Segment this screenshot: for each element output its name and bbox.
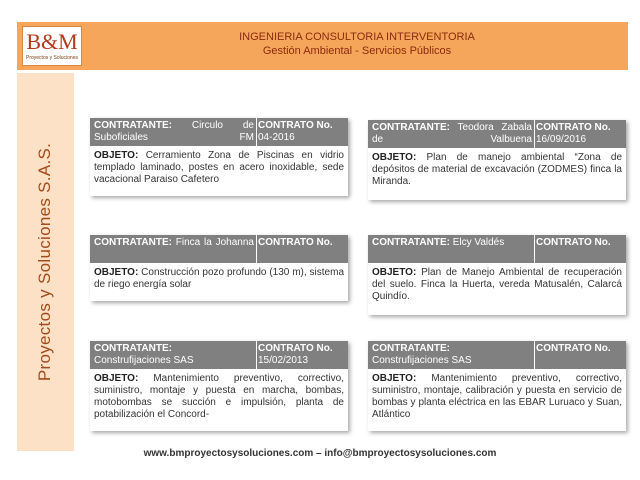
objeto-text [372,267,622,303]
contract-card-5 [90,341,348,431]
contratante-cell [372,237,532,249]
card-header [90,341,348,369]
contratante-cell [94,343,254,367]
contract-card-4 [368,235,626,315]
header-divider [256,235,257,263]
contratante-label: CONTRATANTE: [372,122,450,133]
contract-card-6 [368,341,626,431]
objeto-value: Mantenimiento preventivo, correctivo, suministro, montaje, calibración y puesta en servicio de bombas y planta eléctrica en las EBAR Luruaco y Suan, Atlántico [372,373,622,420]
contrato-label: CONTRATO No. [536,237,611,248]
contrato-cell [258,343,346,367]
header-subtitle: Gestión Ambiental - Servicios Públicos [262,45,452,57]
contratante-label: CONTRATANTE: [94,120,172,131]
contract-card-3 [90,235,348,301]
contratante-label: CONTRATANTE: [372,343,450,354]
objeto-value: Construcción pozo profundo (130 m), sistema de riego energía solar [94,267,344,290]
header-divider [256,341,257,369]
contratante-value: Construfijaciones SAS [372,355,472,366]
contract-card-1 [90,118,348,196]
objeto-value: Mantenimiento preventivo, correctivo, suministro, montaje y puesta en marcha, bombas, motobombas se succión e impulsión, planta de potabilización el Concord- [94,373,344,420]
contratante-label: CONTRATANTE: [372,237,450,248]
contrato-label: CONTRATO No. [258,120,333,131]
contratante-value: Construfijaciones SAS [94,355,194,366]
contratante-value: Circulo de Suboficiales FM [94,120,254,143]
objeto-text [94,267,344,291]
header-divider [534,120,535,148]
contrato-value: 16/09/2016 [536,134,587,145]
contratante-cell [372,122,532,146]
contrato-cell [536,122,624,146]
card-header [90,118,348,146]
contratante-cell [372,343,532,367]
sidebar-band [17,73,74,451]
objeto-label: OBJETO: [94,373,139,384]
contratante-cell [94,237,254,249]
objeto-text [94,373,344,421]
contrato-label: CONTRATO No. [258,343,333,354]
logo-subtext: Proyectos y Soluciones [26,55,78,61]
card-header [368,235,626,263]
contrato-value: 15/02/2013 [258,355,309,366]
contract-card-2 [368,120,626,200]
header-divider [256,118,257,146]
contrato-value: 04-2016 [258,132,295,143]
company-logo [22,26,82,66]
contrato-cell [536,343,624,355]
objeto-label: OBJETO: [372,267,417,278]
objeto-text [94,150,344,186]
objeto-label: OBJETO: [372,373,417,384]
contratante-value: Finca la Johanna [175,237,254,248]
contratante-cell [94,120,254,144]
card-header [368,120,626,148]
sidebar-company-name: Proyectos y Soluciones S.A.S. [35,142,55,382]
header-title: INGENIERIA CONSULTORIA INTERVENTORIA [239,31,475,43]
contratante-label: CONTRATANTE: [94,343,172,354]
contrato-cell [536,237,624,249]
contrato-label: CONTRATO No. [536,122,611,133]
objeto-label: OBJETO: [372,152,417,163]
header-divider [534,235,535,263]
contrato-label: CONTRATO No. [258,237,333,248]
contratante-value: Elcy Valdés [452,237,505,248]
objeto-value: Cerramiento Zona de Piscinas en vidrio templado laminado, postes en acero inoxidable, sede vacacional Paraiso Cafetero [94,150,344,185]
header-banner [17,22,628,70]
contratante-value: Teodora Zabala de Valbuena [372,122,532,145]
objeto-label: OBJETO: [94,150,139,161]
contrato-cell [258,120,346,144]
contratante-label: CONTRATANTE: [94,237,172,248]
objeto-value: Plan de Manejo Ambiental de recuperación del suelo. Finca la Huerta, vereda Matusalén, Calarcá Quindío. [372,267,622,302]
objeto-label: OBJETO: [94,267,139,278]
contrato-cell [258,237,346,249]
card-header [368,341,626,369]
footer-contact[interactable]: www.bmproyectosysoluciones.com – info@bmproyectosysoluciones.com [143,448,497,459]
contrato-label: CONTRATO No. [536,343,611,354]
objeto-text [372,373,622,421]
objeto-value: Plan de manejo ambiental “Zona de depósitos de material de excavación (ZODMES) finca la Miranda. [372,152,623,187]
logo-text: B&M [26,29,78,54]
card-header [90,235,348,263]
objeto-text [372,152,622,188]
header-divider [534,341,535,369]
